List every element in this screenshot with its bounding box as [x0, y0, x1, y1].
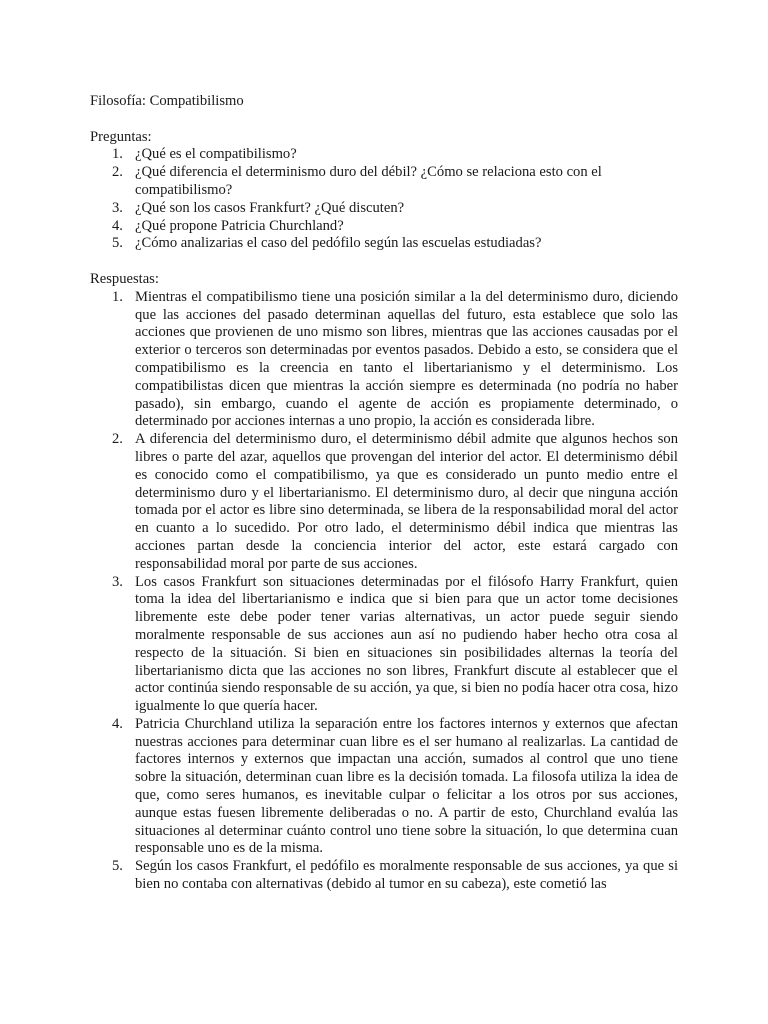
answer-text: Según los casos Frankfurt, el pedófilo es moralmente responsable de sus acciones, ya que si bien no contaba con alternativas (debido al tumor en su cabeza), este cometió las: [135, 858, 678, 893]
question-text: ¿Cómo analizarias el caso del pedófilo según las escuelas estudiadas?: [135, 235, 542, 252]
list-number: 4.: [112, 715, 123, 732]
list-number: 3.: [112, 199, 123, 216]
list-number: 4.: [112, 217, 123, 234]
document-page: [90, 93, 678, 912]
question-item: [90, 200, 678, 218]
answer-item: [90, 289, 678, 431]
answers-heading: Respuestas:: [90, 270, 159, 287]
list-number: 3.: [112, 573, 123, 590]
answer-item: [90, 716, 678, 858]
question-text: ¿Qué propone Patricia Churchland?: [135, 217, 344, 234]
answer-text: Mientras el compatibilismo tiene una posición similar a la del determinismo duro, diciendo que las acciones del pasado determinan aquellas del futuro, esta establece que solo las acciones que provienen de uno mismo son libres, mientras que las acciones causadas por el exterior o terceros son determinadas por eventos pasados. Debido a esto, se considera que el compatibilismo es la creencia en tanto el libertarianismo y el determinismo. Los compatibilistas dicen que mientras la acción siempre es determinada (no podría no haber pasado), sin embargo, cuando el agente de acción es propiamente determinado, o determinado por acciones internas a uno propio, la acción es considerada libre.: [135, 288, 678, 430]
list-number: 5.: [112, 235, 123, 252]
questions-heading: Preguntas:: [90, 128, 152, 145]
list-number: 1.: [112, 146, 123, 163]
document-title: Filosofía: Compatibilismo: [90, 93, 244, 109]
question-text: ¿Qué es el compatibilismo?: [135, 146, 297, 163]
answer-item: [90, 574, 678, 716]
answer-text: Los casos Frankfurt son situaciones determinadas por el filósofo Harry Frankfurt, quien toma la idea del libertarianismo e indica que si bien para que un actor tome decisiones libremente este debe poder tener varias alternativas, un actor puede seguir siendo moralmente responsable de sus acciones aun así no pudiendo haber hecho otra cosa al respecto de la situación. Si bien en situaciones sin posibilidades alternas la teoría del libertarianismo dicta que las acciones no son libres, Frankfurt discute al establecer que el actor continúa siendo responsable de su acción, ya que, si bien no podía hacer otra cosa, hizo igualmente lo que quería hacer.: [135, 573, 678, 715]
questions-list: [90, 146, 678, 253]
answer-item: [90, 431, 678, 573]
question-item: [90, 164, 678, 200]
answer-item: [90, 858, 678, 894]
question-item: [90, 235, 678, 253]
question-item: [90, 218, 678, 236]
list-number: 2.: [112, 164, 123, 181]
list-number: 5.: [112, 858, 123, 875]
question-item: [90, 146, 678, 164]
list-number: 1.: [112, 288, 123, 305]
answers-list: [90, 289, 678, 894]
answer-text: Patricia Churchland utiliza la separación entre los factores internos y externos que afectan nuestras acciones para determinar cuan libre es el ser humano al realizarlas. La cantidad de factores internos y externos que impactan una acción, sumados al control que uno tiene sobre la situación, determinan cuan libre es la decisión tomada. La filosofa utiliza la idea de que, como seres humanos, es inevitable culpar o felicitar a los otros por sus acciones, aunque estas fuesen libremente deliberadas o no. A partir de esto, Churchland evalúa las situaciones al determinar cuánto control uno tiene sobre la situación, lo que determina cuan responsable uno es de la misma.: [135, 715, 678, 857]
question-text: ¿Qué diferencia el determinismo duro del débil? ¿Cómo se relaciona esto con el compatibilismo?: [135, 164, 602, 198]
answer-text: A diferencia del determinismo duro, el determinismo débil admite que algunos hechos son libres o parte del azar, aquellos que provengan del interior del actor. El determinismo débil es conocido como el compatibilismo, ya que es considerado un punto medio entre el determinismo duro y el libertarianismo. El determinismo duro, al decir que ninguna acción tomada por el actor es libre sino determinada, se libera de la responsabilidad moral del actor en cuanto a lo sucedido. Por otro lado, el determinismo débil indica que mientras las acciones partan desde la conciencia interior del actor, este estará cargado con responsabilidad moral por parte de sus acciones.: [135, 431, 678, 572]
question-text: ¿Qué son los casos Frankfurt? ¿Qué discuten?: [135, 199, 405, 216]
list-number: 2.: [112, 431, 123, 448]
